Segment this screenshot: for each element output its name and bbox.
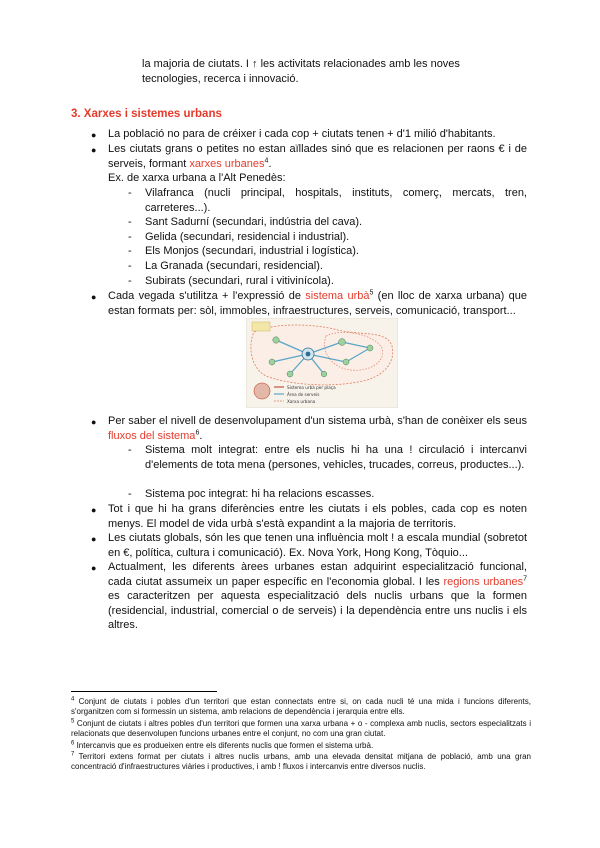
intro-line-2: tecnologies, recerca i innovació. [142,72,299,85]
flow-item: Sistema poc integrat: hi ha relacions escasses. [145,488,375,500]
bullet-dot: ● [91,292,97,302]
town-item: Subirats (secundari, rural i vitivinícola). [145,275,334,287]
intro-line-1: la majoria de ciutats. I ↑ les activitats relacionades amb les noves [142,58,460,70]
bullet-dot: ● [91,563,97,573]
section-heading: 3. Xarxes i sistemes urbans [71,108,222,120]
bullet-dot: ● [91,130,97,140]
town-item: Gelida (secundari, residencial i industrial). [145,231,350,243]
footnote-4: $^4$ Conjunt de ciutats i pobles d'un territori que estan connectats entre si, on cada nucli té una mida i funcions diferents, s'organitzen com si formessin un sistema, amb relacions de dependència i jerarquia entre ells. [71,696,531,717]
paragraph-urban-networks: Les ciutats grans o petites no estan aïllades sinó que es relacionen per raons € i de serveis, formant xarxes urbanes$^4$. [108,143,527,170]
figure-legend-3: Xarxa urbana [287,399,316,404]
footnote-ref-7: 7 [523,574,527,582]
dash-marker: - [128,216,132,228]
footnote-5: $^5$ Conjunt de ciutats i altres pobles d'un territori que formen una xarxa urbana + o - complexa amb nuclis, sectors especialitzats i relacionats que desenvolupen funcions urbanes entre el conjunt, no com una gran ciutat. [71,718,531,739]
paragraph-global-cities: Les ciutats globals, són les que tenen una influència molt ! a escala mundial (sobretot en €, política, cultura i comunicació). Ex. Nova York, Hong Kong, Tòquio... [108,532,527,559]
figure-legend-2: Àrea de serveis [287,392,320,397]
bullet-dot: ● [91,417,97,427]
flow-item: Sistema molt integrat: entre els nuclis hi ha una ! circulació i intercanvi d'elements de tota mena (persones, vehicles, trucades, correus, productes...). [145,444,527,471]
paragraph-system-flows: Per saber el nivell de desenvolupament d'un sistema urbà, s'han de conèixer els seus fluxos del sistema$^6$. [108,415,527,442]
footnote-ref-6: 6 [195,428,200,436]
urban-system-figure [246,318,398,408]
footnote-6: $^6$ Intercanvis que es produeixen entre els diferents nuclis que formen el sistema urbà. [71,740,374,750]
term-xarxes-urbanes: xarxes urbanes [189,157,265,170]
footnote-separator [71,691,217,692]
term-fluxos-del-sistema: fluxos del sistema [108,429,196,442]
dash-marker: - [128,231,132,243]
figure-legend-1: Sistema urbà per plaça [287,385,336,390]
dash-marker: - [128,275,132,287]
example-intro: Ex. de xarxa urbana a l'Alt Penedès: [108,172,286,184]
bullet-dot: ● [91,534,97,544]
footnote-ref-5: 5 [369,289,374,297]
paragraph-urban-regions: Actualment, les diferents àrees urbanes estan adquirint especialització funcional, cada ciutat assumeix un paper específic en l'economia global. I les regions urbanes$^7$ es caracteritzen per aquesta especialització dels nuclis urbans que la formen (residencial, industrial, comercial o de serveis) i la dependència entre uns nuclis i els altres. [108,561,527,632]
dash-marker: - [128,488,132,500]
footnote-7: $^7$ Territori extens format per ciutats i altres nuclis urbans, amb una elevada densitat mitjana de població, amb una gran concentració d'infraestructures viàries i productives, i amb ! fluxos i intercanvis entre diversos nuclis. [71,751,531,772]
dash-marker: - [128,245,132,257]
bullet-dot: ● [91,145,97,155]
town-item: Sant Sadurní (secundari, indústria del cava). [145,216,363,228]
bullet-dot: ● [91,505,97,515]
town-item: Vilafranca (nucli principal, hospitals, instituts, comerç, mercats, tren, carreteres...). [145,187,527,214]
footnote-ref-4: 4 [264,156,269,164]
term-sistema-urba: sistema urbà [305,290,370,302]
paragraph-population: La població no para de créixer i cada cop + ciutats tenen + d'1 milió d'habitants. [108,128,496,140]
dash-marker: - [128,444,132,456]
dash-marker: - [128,260,132,272]
dash-marker: - [128,187,132,199]
intro-continuation [142,57,527,86]
paragraph-urban-system: Cada vegada s'utilitza + l'expressió de sistema urbà$^5$ (en lloc de xarxa urbana) que estan formats per: sòl, immobles, infraestructures, serveis, comunicació, transport... [108,289,527,317]
town-item: Els Monjos (secundari, industrial i logística). [145,245,359,257]
town-item: La Granada (secundari, residencial). [145,260,323,272]
term-regions-urbanes: regions urbanes [443,575,524,588]
paragraph-city-village: Tot i que hi ha grans diferències entre les ciutats i els pobles, cada cop es noten menys. El model de vida urbà s'està expandint a la majoria de territoris. [108,503,527,530]
